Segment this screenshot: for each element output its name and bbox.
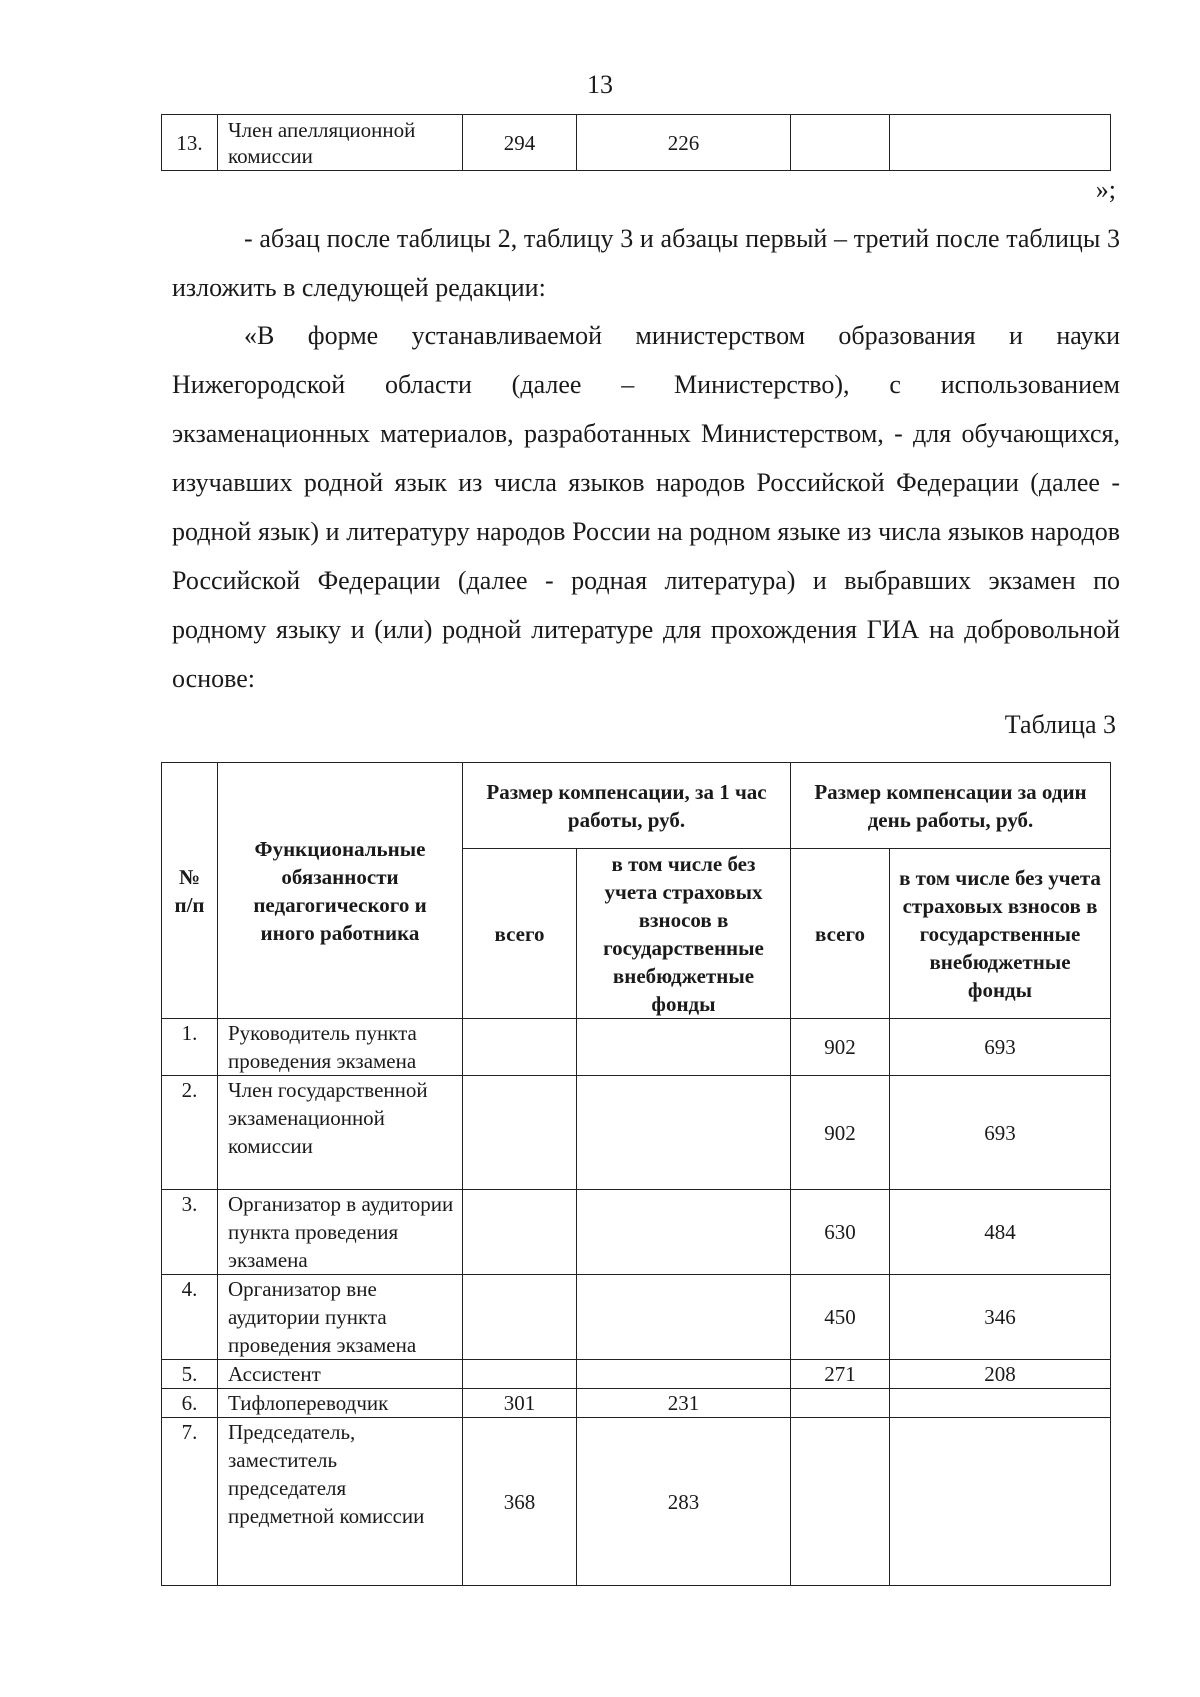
day-excl-cell: 484 xyxy=(890,1190,1111,1275)
row-number: 6. xyxy=(162,1389,218,1418)
day-excl-cell xyxy=(890,115,1111,171)
day-excl-cell: 693 xyxy=(890,1019,1111,1076)
day-total-cell xyxy=(791,115,890,171)
hour-excl-cell xyxy=(577,1275,791,1360)
table-row xyxy=(162,1275,1111,1360)
col-header-hour-excl: в том числе без учета страховых взносов в государственные внебюджетные фонды xyxy=(577,849,791,1019)
day-excl-cell xyxy=(890,1389,1111,1418)
day-total-cell: 450 xyxy=(791,1275,890,1360)
hour-total-cell xyxy=(463,1360,577,1389)
day-total-cell: 902 xyxy=(791,1076,890,1190)
hour-total-cell xyxy=(463,1275,577,1360)
page-number: 13 xyxy=(587,70,613,99)
row-number: 2. xyxy=(162,1076,218,1190)
col-header-day-total: всего xyxy=(791,849,890,1019)
row-number: 5. xyxy=(162,1360,218,1389)
row-number: 3. xyxy=(162,1190,218,1275)
hour-excl-cell xyxy=(577,1076,791,1190)
hour-total-cell xyxy=(463,1190,577,1275)
day-total-cell: 902 xyxy=(791,1019,890,1076)
body-paragraph: «В форме устанавливаемой министерством образования и науки Нижегородской области (далее – Министерство), с использованием экзаменационных материалов, разработанных Министерством, - для обучающихся, изучавших родной язык из числа языков народов Российской Федерации (далее - родной язык) и литературу народов России на родном языке из числа языков народов Российской Федерации (далее - родная литература) и выбравших экзамен по родному языку и (или) родной литературе для прохождения ГИА на добровольной основе: xyxy=(172,321,1120,693)
hour-total-cell xyxy=(463,1076,577,1190)
function-cell: Руководитель пункта проведения экзамена xyxy=(218,1019,463,1076)
hour-excl-cell: 231 xyxy=(577,1389,791,1418)
function-cell: Тифлопереводчик xyxy=(218,1389,463,1418)
day-total-cell xyxy=(791,1418,890,1586)
day-excl-cell: 693 xyxy=(890,1076,1111,1190)
col-header-day-excl: в том числе без учета страховых взносов в государственные внебюджетные фонды xyxy=(890,849,1111,1019)
col-header-hour-total: всего xyxy=(463,849,577,1019)
continued-table xyxy=(161,114,1111,171)
table-row xyxy=(162,1190,1111,1275)
row-number: 4. xyxy=(162,1275,218,1360)
function-cell: Ассистент xyxy=(218,1360,463,1389)
table-row xyxy=(162,115,1111,171)
function-cell: Член апелляционной комиссии xyxy=(218,115,463,171)
hour-excl-cell xyxy=(577,1019,791,1076)
table-row xyxy=(162,1389,1111,1418)
day-excl-cell: 346 xyxy=(890,1275,1111,1360)
col-header-hour-group: Размер компенсации, за 1 час работы, руб. xyxy=(463,763,791,849)
row-number: 7. xyxy=(162,1418,218,1586)
hour-excl-cell: 283 xyxy=(577,1418,791,1586)
hour-excl-cell xyxy=(577,1190,791,1275)
row-number: 13. xyxy=(162,115,218,171)
day-total-cell: 630 xyxy=(791,1190,890,1275)
col-header-day-group: Размер компенсации за один день работы, руб. xyxy=(791,763,1111,849)
function-cell: Организатор вне аудитории пункта проведения экзамена xyxy=(218,1275,463,1360)
table-caption: Таблица 3 xyxy=(1004,710,1116,739)
closing-quote: »; xyxy=(1095,175,1116,204)
hour-excl-cell xyxy=(577,1360,791,1389)
day-total-cell: 271 xyxy=(791,1360,890,1389)
amendment-paragraph: - абзац после таблицы 2, таблицу 3 и абзацы первый – третий после таблицы 3 изложить в следующей редакции: xyxy=(172,224,1120,302)
hour-excl-cell: 226 xyxy=(577,115,791,171)
hour-total-cell: 368 xyxy=(463,1418,577,1586)
hour-total-cell xyxy=(463,1019,577,1076)
hour-total-cell: 294 xyxy=(463,115,577,171)
table-row xyxy=(162,1076,1111,1190)
header-row xyxy=(162,763,1111,849)
function-cell: Член государственной экзаменационной комиссии xyxy=(218,1076,463,1190)
table-row xyxy=(162,1019,1111,1076)
function-cell: Организатор в аудитории пункта проведения экзамена xyxy=(218,1190,463,1275)
table-row xyxy=(162,1418,1111,1586)
day-excl-cell: 208 xyxy=(890,1360,1111,1389)
compensation-table xyxy=(161,762,1111,1586)
day-excl-cell xyxy=(890,1418,1111,1586)
col-header-num: № п/п xyxy=(162,763,218,1019)
function-cell: Председатель, заместитель председателя предметной комиссии xyxy=(218,1418,463,1586)
col-header-function: Функциональные обязанности педагогического и иного работника xyxy=(218,763,463,1019)
table-row xyxy=(162,1360,1111,1389)
day-total-cell xyxy=(791,1389,890,1418)
row-number: 1. xyxy=(162,1019,218,1076)
hour-total-cell: 301 xyxy=(463,1389,577,1418)
